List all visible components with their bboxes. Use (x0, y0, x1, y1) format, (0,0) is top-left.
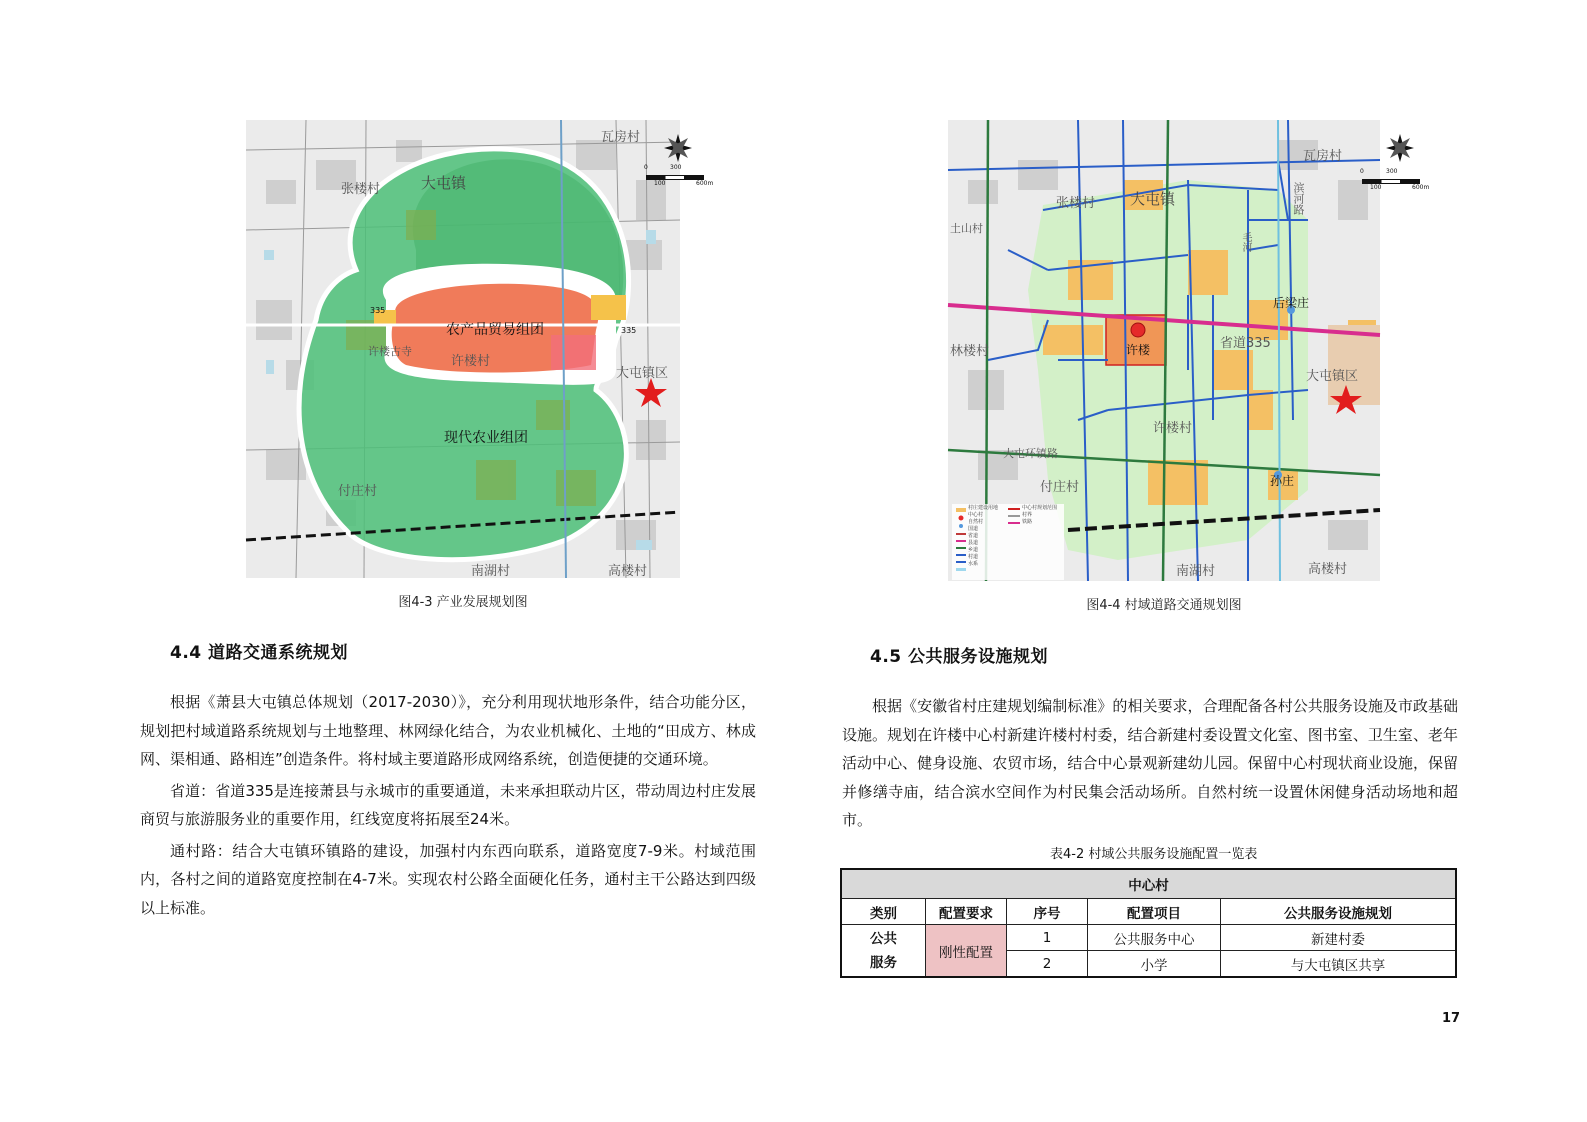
paragraph-2: 省道：省道335是连接萧县与永城市的重要通道，未来承担联动片区，带动周边村庄发展商贸与旅游服务业的重要作用，红线宽度将拓展至24米。 (140, 781, 756, 828)
section-4-5-title: 4.5 公共服务设施规划 (870, 647, 1049, 667)
cell-item-2: 小学 (1088, 951, 1221, 978)
label-fuzhuang-r: 付庄村 (1040, 480, 1080, 495)
label-nanzhuang: 南湖村 (471, 564, 511, 579)
legend-items-right (1022, 505, 1057, 526)
paragraph-4-5: 根据《安徽省村庄建规划编制标准》的相关要求，合理配备各村公共服务设施及市政基础设施。规划在许楼中心村新建许楼村村委，结合新建村委设置文化室、图书室、卫生室、老年活动中心、健身设施、农贸市场，结合中心景观新建幼儿园。保留中心村现状商业设施，保留并修缮寺庙，结合滨水空间作为村民集会活动场所。自然村统一设置休闲健身活动场地和超市。 (842, 697, 1458, 829)
scale-label-1: 100 (654, 180, 666, 187)
industry-planning-map (246, 120, 714, 579)
label-ring-road-r: 大屯环镇路 (1003, 447, 1058, 460)
figure-caption-4-4: 图4-4 村域道路交通规划图 (1086, 598, 1242, 613)
label-zhanglou-r: 张楼村 (1056, 196, 1096, 211)
label-datun-district-r: 大屯镇区 (1306, 369, 1359, 384)
section-4-5-body (842, 692, 1458, 835)
label-wafang-r: 瓦房村 (1303, 149, 1343, 164)
legend-9: 水系 (968, 561, 979, 567)
facility-table (840, 868, 1457, 978)
legend-10: 中心村规划范围 (1022, 505, 1058, 511)
page-number: 17 (1442, 1011, 1461, 1026)
scale-r-1: 100 (1370, 184, 1382, 191)
scale-r-3: 600m (1412, 184, 1430, 191)
legend-items (968, 505, 998, 568)
label-gaolou: 高楼村 (608, 564, 648, 579)
label-xulou-village-r: 许楼村 (1153, 421, 1193, 436)
cell-no-1: 1 (1007, 925, 1088, 951)
label-zhanglou: 张楼村 (341, 182, 381, 197)
header-plan: 公共服务设施规划 (1221, 899, 1457, 925)
legend-7: 乡道 (968, 547, 979, 553)
scale-r-0: 0 (1360, 168, 1364, 175)
label-datun-district: 大屯镇区 (616, 366, 669, 381)
label-wafang: 瓦房村 (601, 130, 641, 145)
label-335-right: 335 (621, 326, 637, 335)
label-trade-cluster: 农产品贸易组团 (446, 322, 544, 338)
label-xulou-r: 许楼 (1126, 343, 1151, 357)
table-caption: 表4-2 村域公共服务设施配置一览表 (1050, 847, 1258, 862)
legend-6: 县道 (968, 540, 979, 546)
cell-item-1: 公共服务中心 (1088, 925, 1221, 951)
label-linlou-r: 林楼村 (950, 344, 990, 359)
header-requirement: 配置要求 (926, 899, 1007, 925)
label-binhe-r: 滨河路 (1292, 182, 1305, 215)
header-category: 类别 (841, 899, 926, 925)
legend-1: 村庄建设用地 (968, 505, 999, 511)
scale-bar (644, 164, 714, 187)
header-item: 配置项目 (1088, 899, 1221, 925)
label-datun-r: 大屯镇 (1130, 190, 1176, 208)
cell-no-2: 2 (1007, 951, 1088, 978)
cell-category: 公共 服务 (841, 925, 926, 978)
legend-8: 村道 (968, 554, 979, 560)
label-xulou-village: 许楼村 (451, 354, 491, 369)
road-planning-map (948, 120, 1380, 581)
label-provincial-r: 省道335 (1220, 336, 1271, 351)
section-4-4-title: 4.4 道路交通系统规划 (170, 643, 349, 663)
legend-5: 省道 (968, 533, 979, 539)
header-number: 序号 (1007, 899, 1088, 925)
scale-label-2: 300 (670, 164, 682, 171)
label-nanzhuang-r: 南湖村 (1176, 564, 1216, 579)
paragraph-1: 根据《萧县大屯镇总体规划（2017-2030）》，充分利用现状地形条件，结合功能分区，规划把村域道路系统规划与土地整理、林网绿化结合，为农业机械化、土地的“田成方、林成网、渠相通、路相连”创造条件。将村域主要道路形成网络系统，创造便捷的交通环境。 (140, 693, 756, 768)
cell-requirement: 刚性配置 (926, 925, 1007, 978)
label-maohe-r: 毛河 (1240, 232, 1251, 252)
section-4-4-body (140, 688, 756, 922)
scale-r-2: 300 (1386, 168, 1398, 175)
label-datun: 大屯镇 (421, 174, 467, 192)
label-335-left: 335 (370, 306, 386, 315)
scale-label-3: 600m (696, 180, 714, 187)
legend-4: 国道 (968, 526, 979, 532)
legend-11: 村界 (1022, 512, 1033, 518)
paragraph-3: 通村路：结合大屯镇环镇路的建设，加强村内东西向联系，道路宽度7-9米。村域范围内，各村之间的道路宽度控制在4-7米。实现农村公路全面硬化任务，通村主干公路达到四级以上标准。 (140, 841, 756, 917)
label-agri-cluster: 现代农业组团 (444, 430, 528, 446)
cell-plan-2: 与大屯镇区共享 (1221, 951, 1457, 978)
label-sunzhuang-r: 孙庄 (1270, 474, 1295, 488)
label-gaolou-r: 高楼村 (1308, 562, 1348, 577)
legend-12: 铁路 (1022, 519, 1033, 525)
figure-caption-4-3: 图4-3 产业发展规划图 (398, 595, 528, 610)
table-title: 中心村 (841, 869, 1456, 899)
legend-3: 自然村 (968, 519, 984, 525)
label-houliang-r: 后梁庄 (1273, 296, 1310, 310)
label-tushan-r: 土山村 (950, 222, 983, 235)
label-xulou-ancient: 许楼古寺 (368, 345, 412, 358)
legend-2: 中心村 (968, 512, 984, 518)
cell-plan-1: 新建村委 (1221, 925, 1457, 951)
scale-bar-right (1360, 168, 1430, 191)
scale-label-0: 0 (644, 164, 648, 171)
label-fuzhuang: 付庄村 (338, 484, 378, 499)
